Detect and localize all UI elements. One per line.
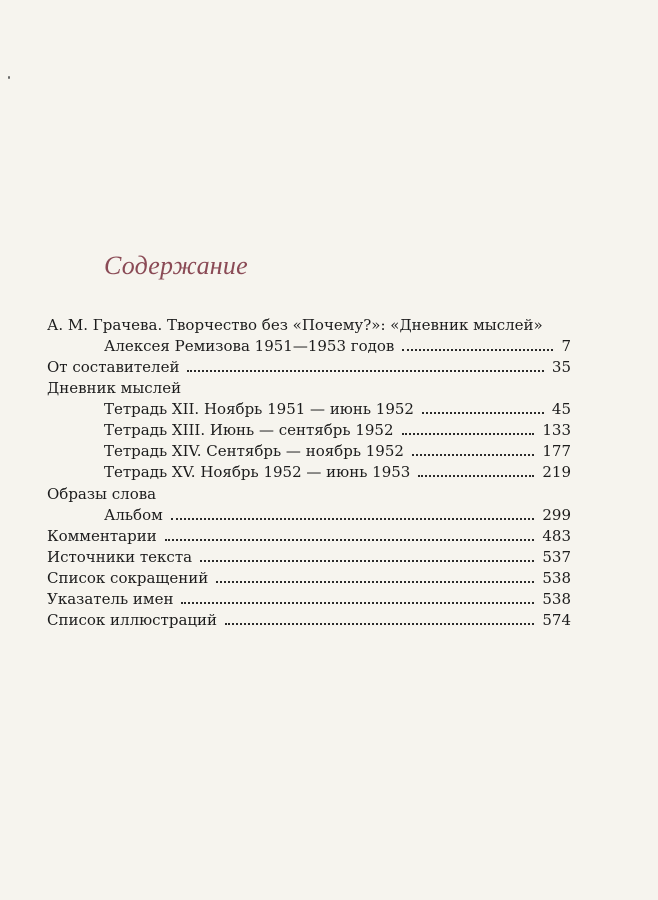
toc-page-number: 299 <box>542 506 571 524</box>
dot-leader <box>200 560 534 562</box>
dot-leader <box>225 623 534 625</box>
toc-entry-notebook-15[interactable] <box>104 460 571 482</box>
toc-entry-notebook-12[interactable] <box>104 397 571 419</box>
toc-entry-notebook-13[interactable] <box>104 418 571 440</box>
dot-leader <box>412 454 534 456</box>
dot-leader <box>402 433 535 435</box>
toc-entry-label: Список сокращений <box>47 569 209 587</box>
toc-title: Содержание <box>104 251 248 280</box>
toc-entry-label: Комментарии <box>47 527 157 545</box>
toc-page-number: 537 <box>542 548 571 566</box>
toc-entry-label: Тетрадь XV. Ноябрь 1952 — июнь 1953 <box>104 463 411 481</box>
toc-entry-label: Указатель имен <box>47 590 174 608</box>
toc-entry-label: Дневник мыслей <box>47 379 182 397</box>
dot-leader <box>171 518 535 520</box>
toc-entry-name-index[interactable] <box>47 587 571 609</box>
toc-page-number: 35 <box>551 358 571 376</box>
toc-page-number: 133 <box>542 421 571 439</box>
toc-page-number: 574 <box>542 611 571 629</box>
dot-leader <box>187 370 543 372</box>
dot-leader <box>165 539 535 541</box>
toc-page-number: 45 <box>551 400 571 418</box>
toc-page-number: 7 <box>561 337 571 355</box>
toc-entry-illustrations[interactable] <box>47 608 571 630</box>
toc-entry-sources[interactable] <box>47 545 571 567</box>
toc-page-number: 538 <box>542 569 571 587</box>
toc-entry-abbreviations[interactable] <box>47 566 571 588</box>
dot-leader <box>422 412 544 414</box>
toc-entry-grachova[interactable] <box>104 334 571 356</box>
toc-entry-album[interactable] <box>104 503 571 525</box>
toc-entry-grachova-line1 <box>47 313 543 335</box>
toc-entry-label: Образы слова <box>47 485 157 503</box>
toc-entry-notebook-14[interactable] <box>104 439 571 461</box>
toc-entry-label: Источники текста <box>47 548 193 566</box>
toc-entry-label: Тетрадь XII. Ноябрь 1951 — июнь 1952 <box>104 400 414 418</box>
toc-entry-label: А. М. Грачева. Творчество без «Почему?»: «Дневник мыслей» <box>47 316 543 334</box>
toc-page-number: 538 <box>542 590 571 608</box>
toc-entry-label: Тетрадь XIV. Сентябрь — ноябрь 1952 <box>104 442 404 460</box>
toc-entry-label: Тетрадь XIII. Июнь — сентябрь 1952 <box>104 421 394 439</box>
toc-entry-compilers[interactable] <box>47 355 571 377</box>
toc-section-diary[interactable] <box>47 376 181 398</box>
toc-entry-label: От составителей <box>47 358 180 376</box>
toc-page-number: 177 <box>542 442 571 460</box>
toc-entry-label: Альбом <box>104 506 163 524</box>
dot-leader <box>216 581 534 583</box>
dot-leader <box>418 475 534 477</box>
dot-leader <box>402 349 553 351</box>
toc-page-number: 219 <box>542 463 571 481</box>
toc-entry-label: Алексея Ремизова 1951—1953 годов <box>104 337 395 355</box>
toc-entry-label: Список иллюстраций <box>47 611 218 629</box>
toc-section-images[interactable] <box>47 482 156 504</box>
toc-page-number: 483 <box>542 527 571 545</box>
toc-entry-comments[interactable] <box>47 524 571 546</box>
dot-leader <box>181 602 534 604</box>
